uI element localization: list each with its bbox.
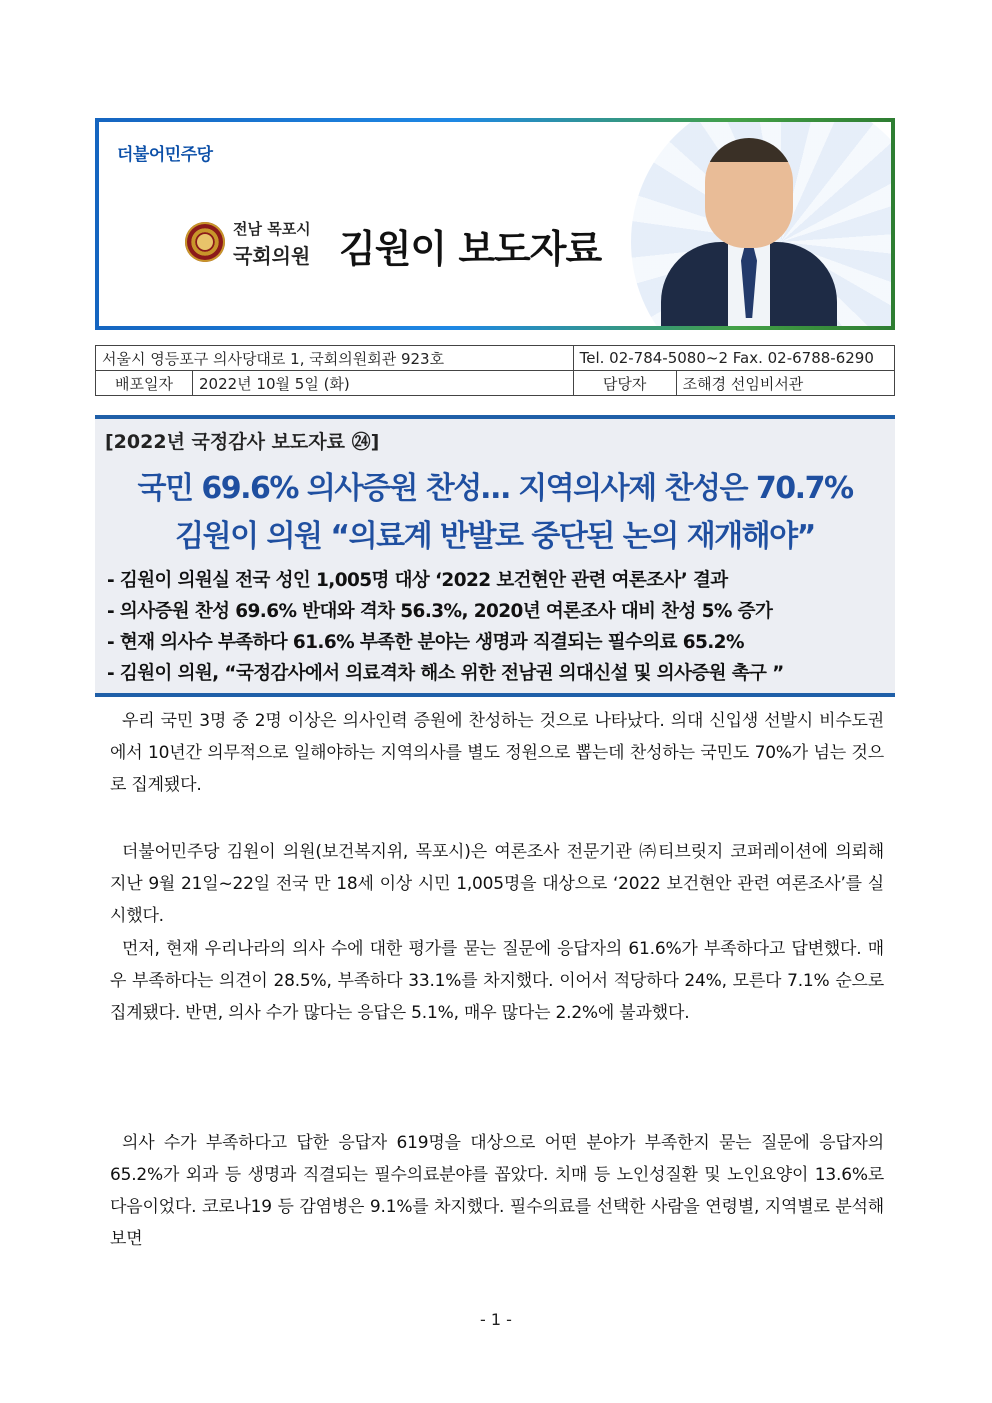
body-paragraph-4 [110, 1127, 884, 1255]
member-role: 국회의원 [233, 244, 311, 268]
paragraph-text: 더불어민주당 김원이 의원(보건복지위, 목포시)은 여론조사 전문기관 ㈜티브릿지 코퍼레이션에 의뢰해 지난 9월 21일~22일 전국 만 18세 이상 시민 1,005명을 대상으로 ‘2022 보건현안 관련 여론조사’를 실시했다. [110, 842, 884, 926]
paragraph-text: 먼저, 현재 우리나라의 의사 수에 대한 평가를 묻는 질문에 응답자의 61.6%가 부족하다고 답변했다. 매우 부족하다는 의견이 28.5%, 부족하다 33.1%를 차지했다. 이어서 적당하다 24%, 모른다 7.1% 순으로 집계됐다. 반면, 의사 수가 많다는 응답은 5.1%, 매우 많다는 2.2%에 불과했다. [110, 939, 884, 1023]
summary-bullet: - 김원이 의원실 전국 성인 1,005명 대상 ‘2022 보건현안 관련 여론조사’ 결과 [107, 570, 728, 591]
manager-label: 담당자 [573, 371, 676, 396]
summary-bullets [107, 565, 784, 689]
contact-table [95, 345, 895, 396]
release-date-label: 배포일자 [96, 371, 193, 396]
paragraph-text: 의사 수가 부족하다고 답한 응답자 619명을 대상으로 어떤 분야가 부족한지 묻는 질문에 응답자의 65.2%가 외과 등 생명과 직결되는 필수의료분야를 꼽았다. 치매 등 노인성질환 및 노인요양이 13.6%로 다음이었다. 코로나19 등 감염병은 9.1%를 차지했다. 필수의료를 선택한 사람을 연령별, 지역별로 분석해보면 [110, 1133, 884, 1249]
party-logo: 더불어민주당 [117, 145, 213, 165]
page-number: - 1 - [480, 1310, 512, 1329]
summary-bullet: - 의사증원 찬성 69.6% 반대와 격차 56.3%, 2020년 여론조사 대비 찬성 5% 증가 [107, 601, 773, 622]
banner-headline: 김원이 보도자료 [339, 227, 602, 271]
press-banner [95, 118, 895, 330]
summary-bullet: - 김원이 의원, “국정감사에서 의료격차 해소 위한 전남권 의대신설 및 의사증원 촉구 ” [107, 663, 784, 684]
member-region: 전남 목포시 [233, 220, 311, 238]
member-photo [653, 130, 843, 326]
summary-bullet: - 현재 의사수 부족하다 61.6% 부족한 분야는 생명과 직결되는 필수의료 65.2% [107, 632, 744, 653]
release-title-box [95, 415, 895, 697]
assembly-seal-icon [185, 222, 225, 262]
paragraph-text: 우리 국민 3명 중 2명 이상은 의사인력 증원에 찬성하는 것으로 나타났다. 의대 신입생 선발시 비수도권에서 10년간 의무적으로 일해야하는 지역의사를 별도 정원으로 뽑는데 찬성하는 국민도 70%가 넘는 것으로 집계됐다. [110, 711, 884, 795]
release-series: [2022년 국정감사 보도자료 ㉔] [105, 431, 380, 453]
manager-value: 조해경 선임비서관 [676, 371, 894, 396]
body-paragraph-3 [110, 933, 884, 1029]
release-title-line1: 국민 69.6% 의사증원 찬성… 지역의사제 찬성은 70.7% [137, 471, 853, 506]
phone-fax: Tel. 02-784-5080~2 Fax. 02-6788-6290 [573, 346, 894, 371]
body-paragraph-1 [110, 705, 884, 801]
release-title-line2: 김원이 의원 “의료계 반발로 중단된 논의 재개해야” [175, 519, 815, 554]
body-paragraph-2 [110, 836, 884, 932]
release-date-value: 2022년 10월 5일 (화) [193, 371, 574, 396]
office-address: 서울시 영등포구 의사당대로 1, 국회의원회관 923호 [96, 346, 574, 371]
